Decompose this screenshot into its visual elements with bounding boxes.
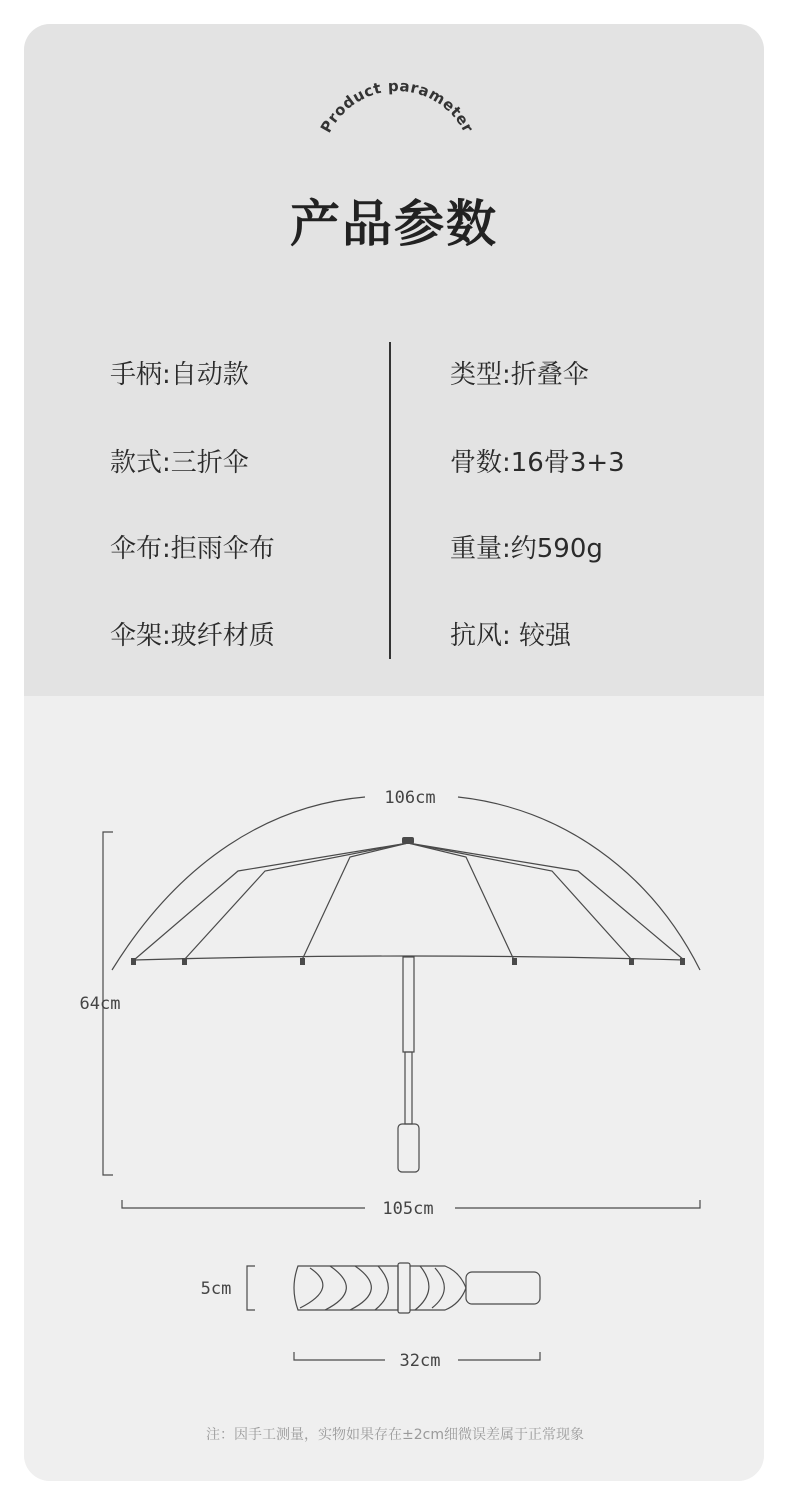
umbrella-canopy [134, 843, 684, 960]
rib-tip [512, 958, 517, 965]
param-ribs: 骨数:16骨3+3 [450, 448, 625, 478]
rib-tip [300, 958, 305, 965]
rib-tip [680, 958, 685, 965]
umbrella-top-cap [402, 837, 414, 844]
folded-umbrella-tail [410, 1266, 466, 1310]
measurement-note: 注：因手工测量，实物如果存在±2cm细微误差属于正常现象 [206, 1427, 584, 1443]
page-title: 产品参数 [290, 195, 498, 253]
umbrella-shaft-top [403, 957, 414, 1052]
canopy-inner-left [184, 843, 408, 960]
span-dimension-line-left [122, 1200, 365, 1208]
span-label: 105cm [382, 1199, 434, 1219]
param-handle: 手柄:自动款 [110, 360, 249, 390]
folded-length-label: 32cm [399, 1351, 441, 1371]
arc-dimension-line-left [112, 797, 365, 970]
param-fabric: 伞布:拒雨伞布 [110, 534, 275, 564]
folded-handle [466, 1272, 540, 1304]
param-wind-resistance: 抗风: 较强 [450, 621, 572, 651]
folded-length-line-right [458, 1352, 540, 1360]
rib-tip [182, 958, 187, 965]
param-frame: 伞架:玻纤材质 [110, 621, 275, 651]
param-style: 款式:三折伞 [110, 448, 249, 478]
arc-label-text: Product parameter [316, 78, 478, 136]
height-label: 64cm [79, 994, 121, 1014]
umbrella-handle [398, 1124, 419, 1172]
canopy-inner-right [408, 843, 632, 960]
arc-width-label: 106cm [384, 788, 436, 808]
param-weight: 重量:约590g [450, 534, 603, 564]
folded-length-line-left [294, 1352, 385, 1360]
umbrella-shaft [405, 1052, 412, 1124]
folded-diameter-line [247, 1266, 255, 1310]
rib-tip [629, 958, 634, 965]
folded-strap [398, 1263, 410, 1313]
rib-tip [131, 958, 136, 965]
param-type: 类型:折叠伞 [450, 360, 589, 390]
folded-diameter-label: 5cm [200, 1279, 232, 1299]
arc-dimension-line-right [458, 797, 700, 970]
span-dimension-line-right [455, 1200, 700, 1208]
